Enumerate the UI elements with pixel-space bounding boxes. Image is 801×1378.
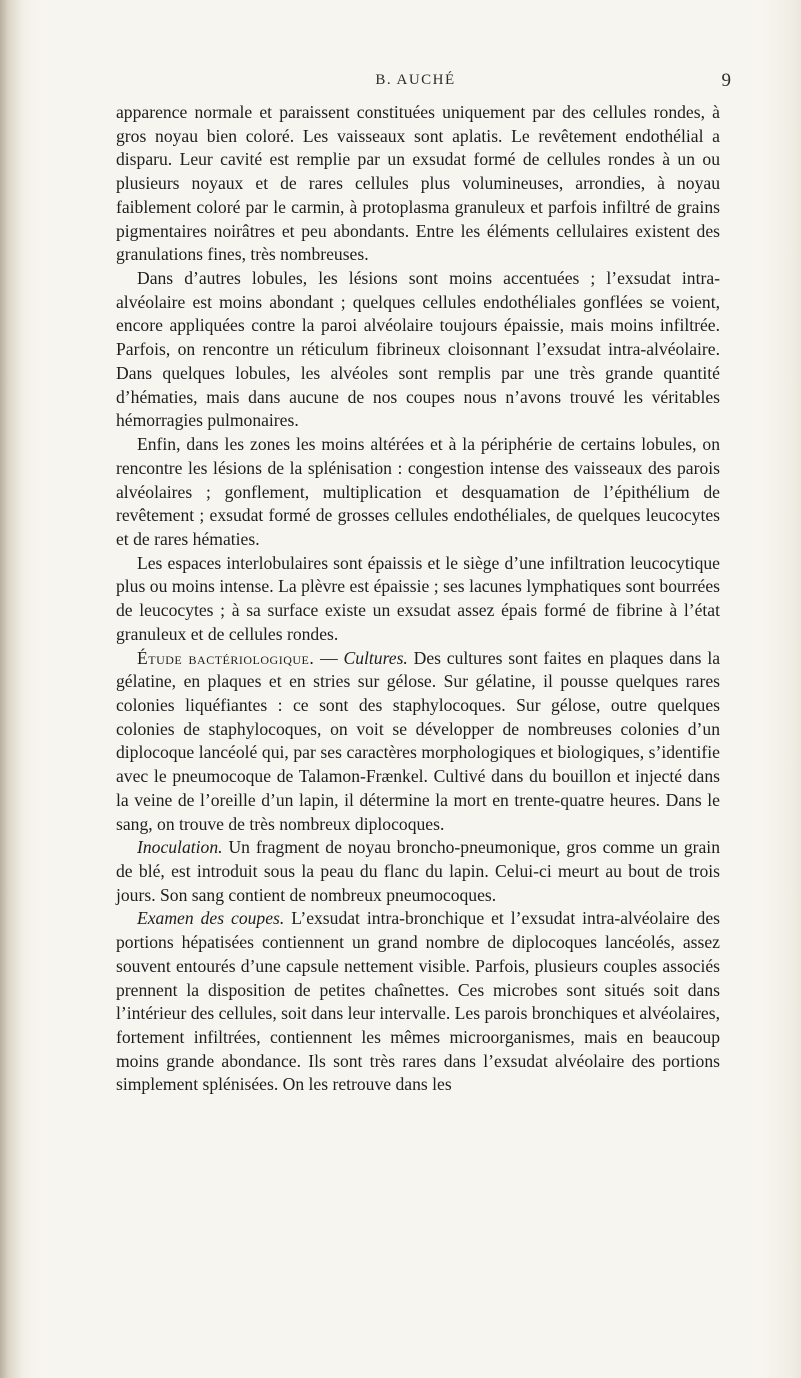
subheading-examen: Examen des coupes. xyxy=(137,908,285,929)
paragraph-5 xyxy=(116,647,720,837)
section-heading-bacteriology: Étude bactériologique. xyxy=(137,647,315,668)
paragraph-7-text: L’exsudat intra-bronchique et l’exsudat intra-alvéolaire des portions hépatisées contiennent un grand nombre de diplocoques lancéolés, assez souvent entourés d’une capsule nettement visible. Parfois, plusieurs couples associés prennent la disposition de petites chaînettes. Ces microbes sont situés soit dans l’intérieur des cellules, soit dans leur intervalle. Les parois bronchiques et alvéolaires, fortement infiltrées, contiennent les mêmes microorganismes, mais en beaucoup moins grande abondance. Ils sont très rares dans l’exsudat alvéolaire des portions simplement splénisées. On les retrouve dans les xyxy=(116,908,720,1095)
subheading-inoculation: Inoculation. xyxy=(137,837,223,858)
section-dash: — xyxy=(314,647,344,668)
paragraph-1: apparence normale et paraissent constituées uniquement par des cellules rondes, à gros noyau bien coloré. Les vaisseaux sont aplatis. Le revêtement endothélial a disparu. Leur cavité est remplie par un exsudat formé de cellules rondes à un ou plusieurs noyaux et de rares cellules plus volumineuses, arrondies, à noyau faiblement coloré par le carmin, à protoplasma granuleux et parfois infiltré de grains pigmentaires noirâtres et peu abondants. Entre les éléments cellulaires existent des granulations fines, très nombreuses. xyxy=(116,102,720,265)
paragraph-5-text: Des cultures sont faites en plaques dans la gélatine, en plaques et en stries sur gélose. Sur gélatine, il pousse quelques rares colonies liquéfiantes : ce sont des staphylocoques. Sur gélose, outre quelques colonies de staphylocoques, on voit se développer de nombreuses colonies d’un diplocoque lancéolé qui, par ses caractères morphologiques et biologiques, s’identifie avec le pneumocoque de Talamon-Frænkel. Cultivé dans du bouillon et injecté dans la veine de l’oreille d’un lapin, il détermine la mort en trente-quatre heures. Dans le sang, on trouve de très nombreux diplocoques. xyxy=(116,647,721,834)
paragraph-2: Dans d’autres lobules, les lésions sont moins accentuées ; l’exsudat intra-alvéolaire est moins abondant ; quelques cellules endothéliales gonflées se voient, encore appliquées contre la paroi alvéolaire toujours épaissie, mais moins infiltrée. Parfois, on rencontre un réticulum fibrineux cloisonnant l’exsudat intra-alvéolaire. Dans quelques lobules, les alvéoles sont remplis par une très grande quantité d’hématies, mais dans aucune de nos coupes nous n’avons trouvé les véritables hémorragies pulmonaires. xyxy=(116,268,720,431)
paragraph-6 xyxy=(116,836,720,907)
running-head xyxy=(100,72,731,96)
page-number: 9 xyxy=(721,70,731,91)
running-head-author: B. AUCHÉ xyxy=(375,72,456,88)
paragraph-6-text: Un fragment de noyau broncho-pneumonique, gros comme un grain de blé, est introduit sous la peau du flanc du lapin. Celui-ci meurt au bout de trois jours. Son sang contient de nombreux pneumocoques. xyxy=(116,837,720,905)
paragraph-4: Les espaces interlobulaires sont épaissis et le siège d’une infiltration leucocytique plus ou moins intense. La plèvre est épaissie ; ses lacunes lymphatiques sont bourrées de leucocytes ; à sa surface existe un exsudat assez épais formé de fibrine à l’état granuleux et de cellules rondes. xyxy=(116,552,720,644)
paragraph-3: Enfin, dans les zones les moins altérées et à la périphérie de certains lobules, on rencontre les lésions de la splénisation : congestion intense des vaisseaux des parois alvéolaires ; gonflement, multiplication et desquamation de l’épithélium de revêtement ; exsudat formé de grosses cellules endothéliales, de quelques leucocytes et de rares hématies. xyxy=(116,434,720,549)
page-spine-shadow xyxy=(0,0,28,1378)
paragraph-7 xyxy=(116,907,720,1097)
subheading-cultures: Cultures. xyxy=(343,647,408,668)
body-text xyxy=(116,101,720,1097)
